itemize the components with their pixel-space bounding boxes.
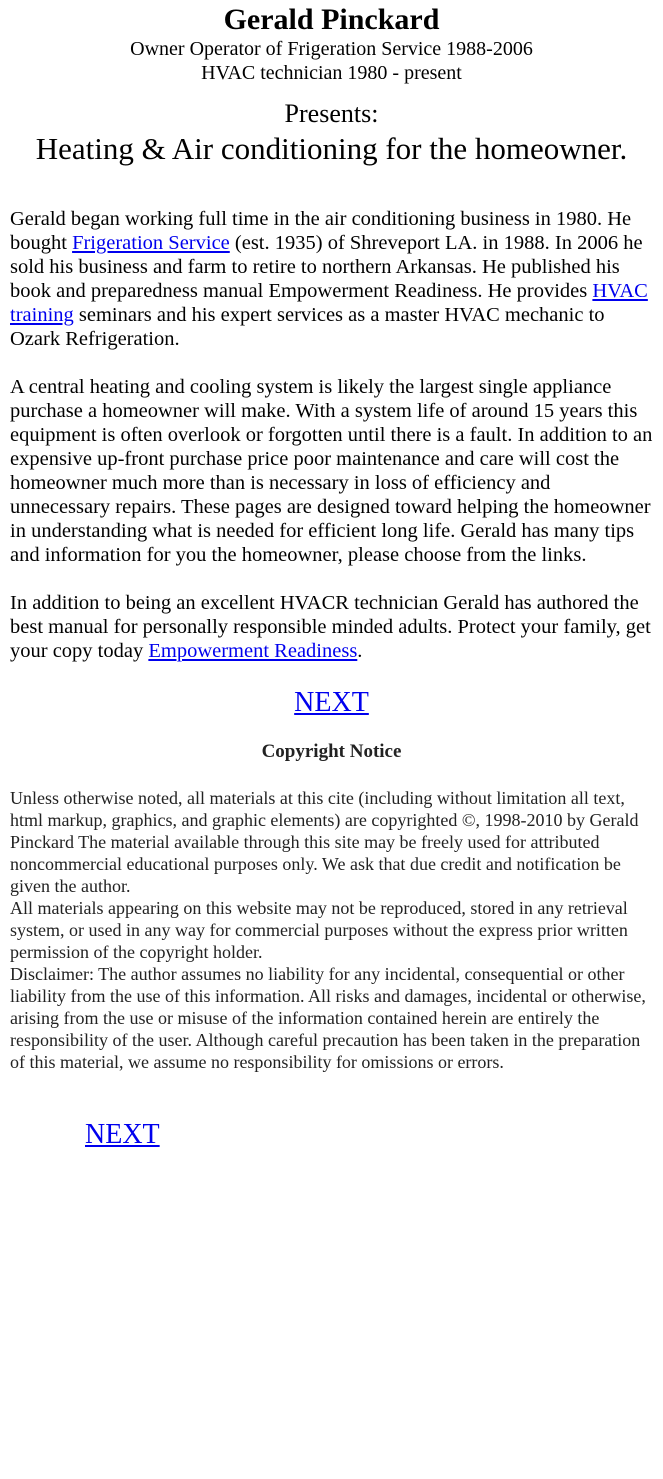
author-name: Gerald Pinckard (223, 3, 440, 36)
intro-paragraph: A central heating and cooling system is likely the largest single appliance purchase a homeowner will make. With a system life of around 15 years this equipment is often overlook or forgotten until there is a fault. In addition to an expensive up-front purchase price poor maintenance and care will cost the homeowner much more than is necessary in loss of efficiency and unnecessary repairs. These pages are designed toward helping the homeowner in understanding what is needed for efficient long life. Gerald has many tips and information for you the homeowner, please choose from the links. (10, 376, 653, 566)
manual-text-2: . (357, 640, 363, 662)
next-bottom-container (10, 1119, 653, 1151)
next-top-container (10, 687, 653, 719)
presents-label: Presents: (284, 99, 379, 128)
manual-paragraph (10, 591, 653, 663)
reproduction-paragraph: All materials appearing on this website may not be reproduced, stored in any retrieval system, or used in any way for commercial purposes without the express prior written permission of the copyright holder. (10, 898, 628, 962)
page (0, 3, 663, 1151)
manual-text-1: In addition to being an excellent HVACR technician Gerald has authored the best manual for personally responsible minded adults. Protect your family, get your copy today (10, 592, 651, 662)
next-link-bottom[interactable]: NEXT (85, 1119, 160, 1150)
next-link-top[interactable]: NEXT (294, 687, 369, 718)
bio-text-3: seminars and his expert services as a master HVAC mechanic to Ozark Refrigeration. (10, 304, 605, 350)
page-title: Heating & Air conditioning for the homeowner. (35, 131, 628, 166)
owner-line: Owner Operator of Frigeration Service 1988-2006 (130, 38, 533, 60)
disclaimer-paragraph: Disclaimer: The author assumes no liability for any incidental, consequential or other liability from the use of this information. All risks and damages, incidental or otherwise, arising from the use or misuse of the information contained herein are entirely the responsibility of the user. Although careful precaution has been taken in the preparation of this material, we assume no responsibility for omissions or errors. (10, 964, 646, 1072)
copyright-paragraph: Unless otherwise noted, all materials at this cite (including without limitation all text, html markup, graphics, and graphic elements) are copyrighted ©, 1998-2010 by Gerald Pinckard The material available through this site may be freely used for attributed noncommercial educational purposes only. We ask that due credit and notification be given the author. (10, 788, 639, 896)
bio-text-2: (est. 1935) of Shreveport LA. in 1988. In 2006 he sold his business and farm to retire to northern Arkansas. He published his book and preparedness manual Empowerment Readiness. He provides (10, 232, 643, 302)
bio-paragraph (10, 207, 653, 351)
empowerment-readiness-link[interactable]: Empowerment Readiness (148, 640, 358, 662)
copyright-heading: Copyright Notice (261, 741, 402, 762)
hvac-training-link[interactable]: HVAC training (10, 280, 648, 326)
technician-line: HVAC technician 1980 - present (201, 62, 462, 84)
bio-text-1: Gerald began working full time in the air conditioning business in 1980. He bought (10, 208, 632, 254)
frigeration-service-link[interactable]: Frigeration Service (72, 232, 230, 254)
